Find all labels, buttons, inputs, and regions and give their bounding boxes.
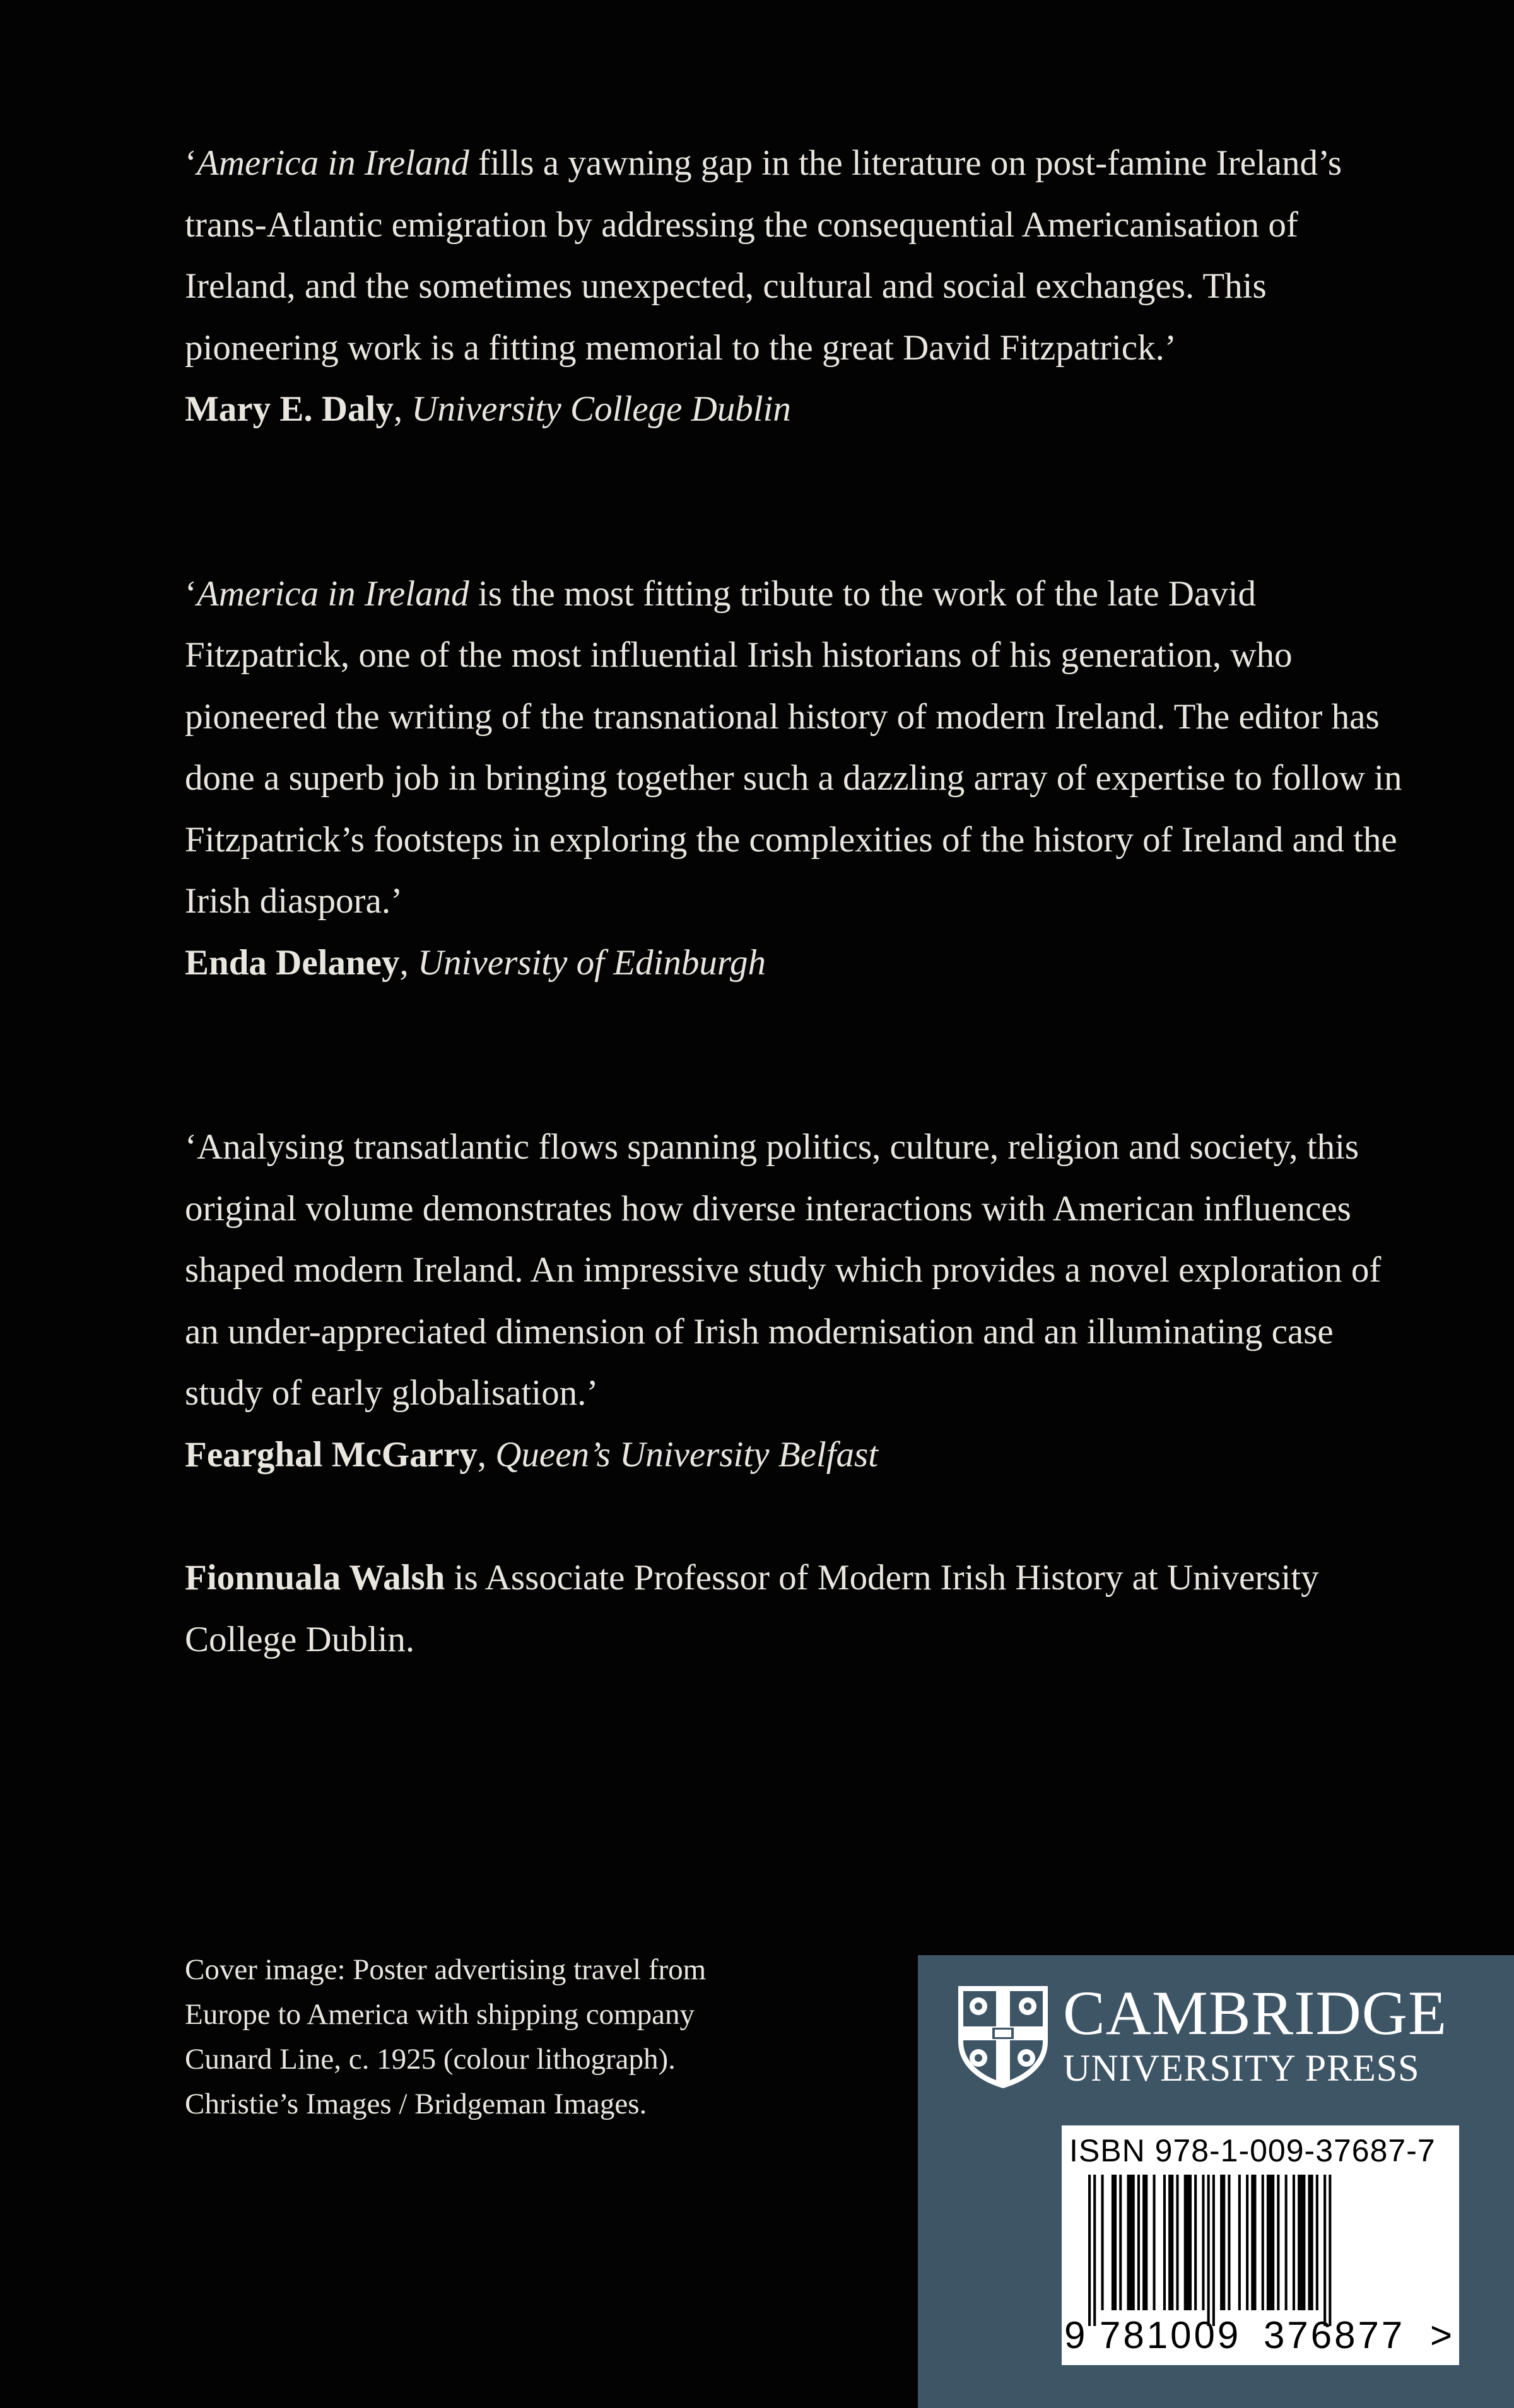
barcode-bar xyxy=(1316,2175,1318,2310)
barcode-bar xyxy=(1127,2175,1135,2310)
isbn-label: ISBN 978-1-009-37687-7 xyxy=(1069,2133,1436,2168)
barcode-bar xyxy=(1285,2175,1288,2310)
cover-image-credit: Cover image: Poster advertising travel from Europe to America with shipping company Cunard Line, c. 1925 (colour lithograph). Christie’s Images / Bridgeman Images. xyxy=(185,1953,707,2120)
barcode-bar xyxy=(1277,2175,1279,2310)
barcode-bar xyxy=(1112,2175,1117,2310)
reviewer-name: Fearghal McGarry xyxy=(185,1434,478,1475)
barcode-bar xyxy=(1163,2175,1166,2310)
barcode-bar xyxy=(1176,2175,1178,2310)
editor-bio: Fionnuala Walsh is Associate Professor of Modern Irish History at University College Dublin. xyxy=(185,1558,1319,1659)
review-attribution: Mary E. Daly, University College Dublin xyxy=(185,389,791,429)
review-attribution: Enda Delaney, University of Edinburgh xyxy=(185,942,766,983)
review-quote: ‘Analysing transatlantic flows spanning politics, culture, religion and society, this original volume demonstrates how diverse interactions with American influences shaped modern Ireland. An impressive study which provides a novel exploration of an under-appreciated dimension of Irish modernisation and an illuminating case study of early globalisation.’ xyxy=(185,1127,1382,1413)
barcode-bar xyxy=(1267,2175,1274,2310)
barcode-bar xyxy=(1088,2175,1091,2326)
reviewer-affiliation: University College Dublin xyxy=(411,389,791,429)
barcode-bar xyxy=(1228,2175,1230,2310)
barcode-bar xyxy=(1142,2175,1147,2310)
book-title: America in Ireland xyxy=(196,573,469,614)
isbn-barcode xyxy=(1062,2125,1459,2365)
barcode-bar xyxy=(1207,2175,1210,2326)
book-title: America in Ireland xyxy=(196,143,469,183)
barcode-digit-first: 9 xyxy=(1064,2314,1086,2356)
review-attribution: Fearghal McGarry, Queen’s University Belfast xyxy=(185,1434,879,1475)
reviewer-name: Mary E. Daly xyxy=(185,389,394,429)
barcode-bar xyxy=(1168,2175,1173,2310)
barcode-bar xyxy=(1101,2175,1104,2310)
barcode-bar xyxy=(1308,2175,1313,2310)
barcode-bar xyxy=(1251,2175,1256,2310)
barcode-bar xyxy=(1220,2175,1225,2310)
barcode-bar xyxy=(1329,2175,1331,2326)
barcode-bar xyxy=(1262,2175,1264,2310)
barcode-bar xyxy=(1119,2175,1122,2310)
barcode-bar xyxy=(1212,2175,1215,2326)
barcode-bar xyxy=(1202,2175,1204,2310)
barcode-bar xyxy=(1293,2175,1295,2310)
barcode-bar xyxy=(1093,2175,1096,2326)
review-quote: ‘America in Ireland fills a yawning gap in the literature on post-famine Ireland’s trans-Atlantic emigration by addressing the consequential Americanisation of Ireland, and the sometimes unexpected, cultural and social exchanges. This pioneering work is a fitting memorial to the great David Fitzpatrick.’ xyxy=(185,143,1342,368)
back-cover-text xyxy=(185,132,1415,1670)
barcode-digits-left: 781009 xyxy=(1100,2314,1241,2356)
cambridge-shield-icon xyxy=(956,1984,1050,2089)
reviewer-name: Enda Delaney xyxy=(185,942,400,983)
barcode-bar xyxy=(1298,2175,1305,2310)
barcode-bar xyxy=(1238,2175,1241,2310)
barcode-bar xyxy=(1184,2175,1192,2310)
publisher-name: CAMBRIDGE UNIVERSITY PRESS xyxy=(1063,1978,1448,2089)
barcode-bar xyxy=(1246,2175,1248,2310)
publisher-panel xyxy=(918,1955,1514,2408)
editor-name: Fionnuala Walsh xyxy=(185,1558,445,1598)
barcode-bar xyxy=(1137,2175,1140,2310)
barcode-digits-right: 376877 xyxy=(1264,2314,1405,2356)
barcode-bar xyxy=(1194,2175,1197,2310)
reviewer-affiliation: Queen’s University Belfast xyxy=(495,1434,879,1475)
reviewer-affiliation: University of Edinburgh xyxy=(417,942,766,983)
review-quote: ‘America in Ireland is the most fitting tribute to the work of the late David Fitzpatrick, one of the most influential Irish historians of his generation, who pioneered the writing of the transnational history of modern Ireland. The editor has done a superb job in bringing together such a dazzling array of expertise to follow in Fitzpatrick’s footsteps in exploring the complexities of the history of Ireland and the Irish diaspora.’ xyxy=(185,573,1402,921)
barcode-bar xyxy=(1323,2175,1326,2326)
barcode-quiet-marker: > xyxy=(1430,2314,1453,2356)
barcode-bar xyxy=(1153,2175,1156,2310)
